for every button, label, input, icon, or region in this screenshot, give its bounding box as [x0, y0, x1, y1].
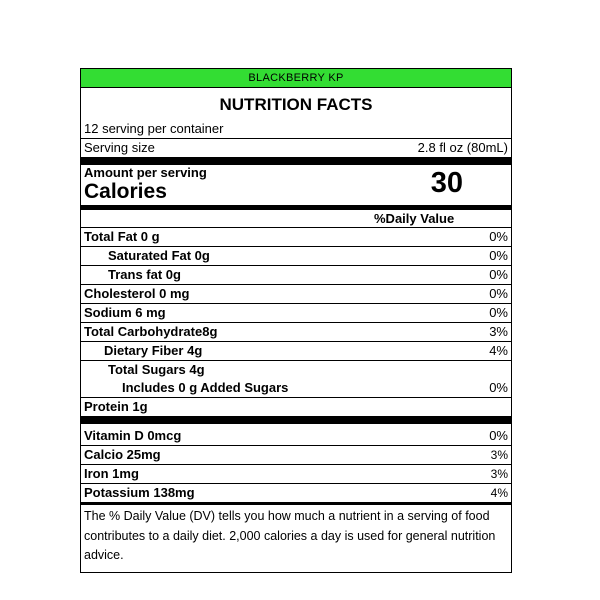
calories-label: Calories — [84, 180, 167, 203]
vitamin-row: Vitamin D 0mcg 0% — [84, 428, 508, 443]
nutrient-row: Protein 1g — [81, 397, 511, 416]
thick-divider — [81, 157, 511, 165]
nutrient-row: Total Fat 0 g 0% — [81, 227, 511, 246]
nutrition-label — [80, 68, 512, 573]
nutrient-row: Total Carbohydrate8g 3% — [81, 322, 511, 341]
servings-per-container: 12 serving per container — [84, 121, 224, 136]
vitamin-row: Iron 1mg 3% — [81, 464, 511, 483]
nutrient-row: Dietary Fiber 4g 4% — [81, 341, 511, 360]
calories-value: 30 — [430, 167, 463, 199]
nutrient-row: Saturated Fat 0g 0% — [81, 246, 511, 265]
nutrient-row: Trans fat 0g 0% — [81, 265, 511, 284]
serving-size-label: Serving size — [84, 140, 155, 155]
amount-per-serving: Amount per serving — [84, 165, 207, 180]
thick-divider — [81, 416, 511, 424]
vitamin-row: Potassium 138mg 4% — [81, 483, 511, 502]
nutrient-row: Total Sugars 4g — [81, 360, 511, 379]
product-name-banner: BLACKBERRY KP — [81, 69, 511, 88]
daily-value-header: %Daily Value — [374, 211, 455, 226]
nutrient-row: Sodium 6 mg 0% — [81, 303, 511, 322]
nutrient-row: Includes 0 g Added Sugars 0% — [122, 380, 508, 395]
daily-value-footnote: The % Daily Value (DV) tells you how much a nutrient in a serving of food contributes to a daily diet. 2,000 calories a day is used for general nutrition advice. — [84, 509, 496, 562]
serving-size-value: 2.8 fl oz (80mL) — [417, 140, 508, 155]
label-title: NUTRITION FACTS — [219, 95, 373, 114]
nutrient-row: Cholesterol 0 mg 0% — [81, 284, 511, 303]
vitamin-row: Calcio 25mg 3% — [81, 445, 511, 464]
serving-size-row — [81, 138, 511, 157]
